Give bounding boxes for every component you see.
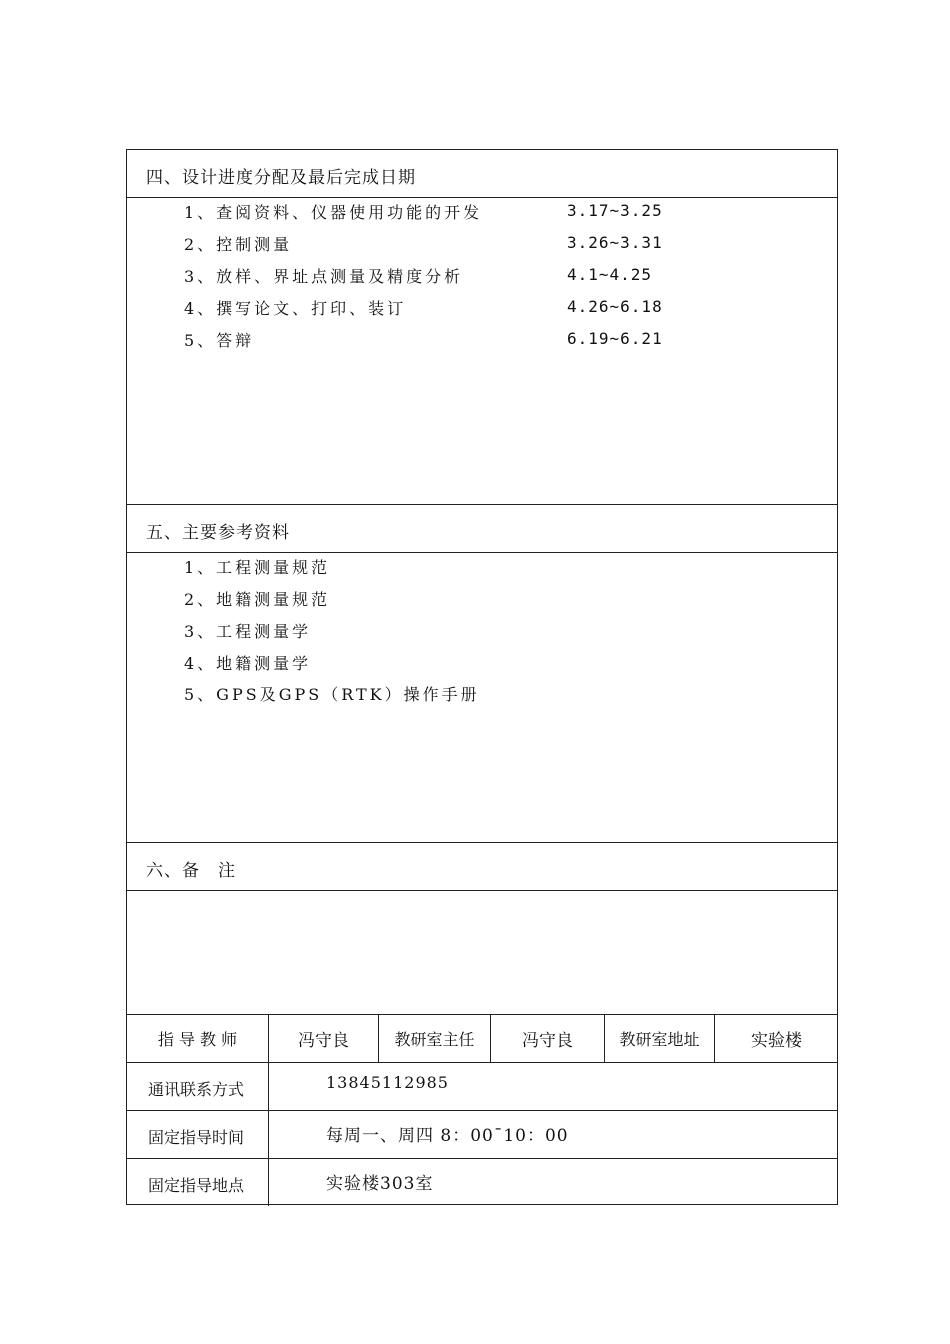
advisor-name: 冯守良 [298,1031,349,1051]
contact-value: 13845112985 [326,1073,449,1092]
schedule-task: 1、查阅资料、仪器使用功能的开发 [184,203,483,222]
schedule-task: 4、撰写论文、打印、装订 [184,299,407,318]
reference-item: 2、地籍测量规范 [184,590,331,609]
reference-item: 3、工程测量学 [184,622,312,641]
divider [126,1158,838,1159]
divider [126,552,838,553]
place-value: 实验楼303室 [326,1174,434,1194]
divider [126,197,838,198]
divider [126,504,838,505]
office-label: 教研室地址 [619,1030,700,1049]
contact-label: 通讯联系方式 [148,1080,245,1099]
divider [126,890,838,891]
schedule-date: 3.17~3.25 [567,201,663,220]
schedule-heading: 四、设计进度分配及最后完成日期 [146,168,416,188]
reference-item: 4、地籍测量学 [184,654,312,673]
office-value: 实验楼 [751,1031,802,1051]
schedule-date: 4.26~6.18 [567,297,663,316]
schedule-date: 4.1~4.25 [567,265,653,284]
divider [126,1062,838,1063]
reference-item: 1、工程测量规范 [184,558,331,577]
schedule-task: 5、答辩 [184,331,255,350]
remarks-heading: 六、备 注 [146,861,236,881]
place-label: 固定指导地点 [148,1176,245,1195]
references-heading: 五、主要参考资料 [146,523,290,543]
reference-item: 5、GPS及GPS（RTK）操作手册 [184,685,480,704]
divider [126,842,838,843]
time-value: 每周一、周四 8：00¯10：00 [326,1126,569,1146]
schedule-date: 3.26~3.31 [567,233,663,252]
director-name: 冯守良 [522,1031,573,1051]
schedule-task: 3、放样、界址点测量及精度分析 [184,267,464,286]
director-label: 教研室主任 [394,1030,475,1049]
divider [126,1110,838,1111]
time-label: 固定指导时间 [148,1128,245,1147]
advisor-label: 指 导 教 师 [157,1030,238,1049]
schedule-date: 6.19~6.21 [567,329,663,348]
schedule-task: 2、控制测量 [184,235,293,254]
